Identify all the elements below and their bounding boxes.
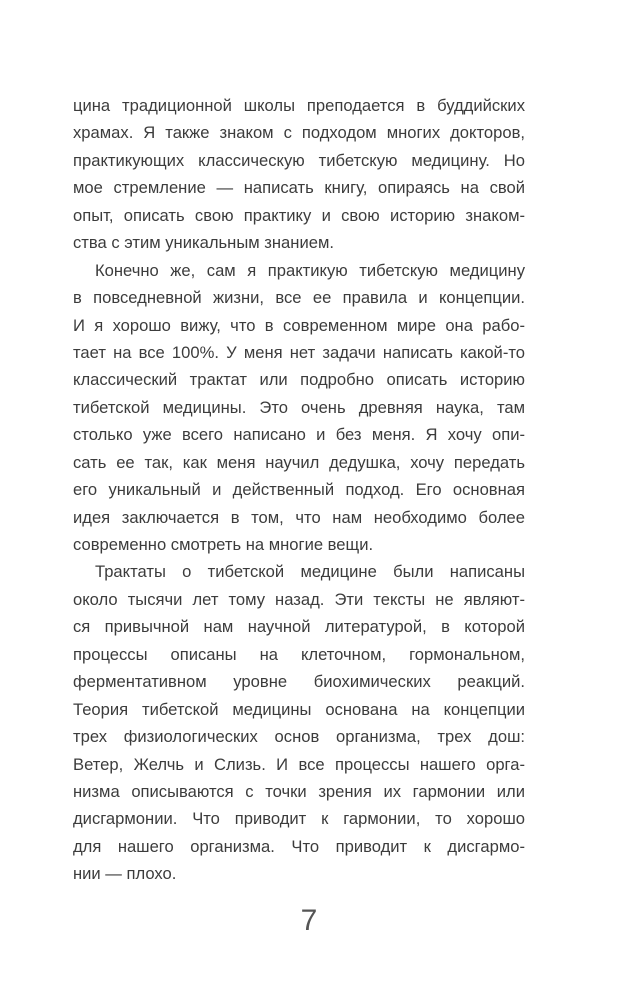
text-line: сать ее так, как меня научил дедушка, хочу передать bbox=[73, 452, 525, 472]
text-line: Теория тибетской медицины основана на концепции bbox=[73, 699, 525, 719]
text-line: опыт, описать свою практику и свою историю знаком- bbox=[73, 205, 525, 225]
page-number: 7 bbox=[300, 904, 318, 937]
text-line: около тысячи лет тому назад. Эти тексты не являют- bbox=[73, 589, 525, 609]
text-line: современно смотреть на многие вещи. bbox=[73, 535, 374, 554]
text-line: тает на все 100%. У меня нет задачи написать какой-то bbox=[73, 342, 525, 362]
text-line: его уникальный и действенный подход. Его основная bbox=[73, 480, 525, 500]
text-line: в повседневной жизни, все ее правила и концепции. bbox=[73, 288, 525, 308]
text-line: трех физиологических основ организма, трех дош: bbox=[73, 727, 525, 747]
text-line: Конечно же, сам я практикую тибетскую медицину bbox=[95, 260, 525, 280]
text-line: для нашего организма. Что приводит к дисгармо- bbox=[73, 836, 525, 856]
text-line: Трактаты о тибетской медицине были написаны bbox=[95, 562, 525, 582]
text-line: Ветер, Желчь и Слизь. И все процессы нашего орга- bbox=[73, 754, 525, 774]
body-text bbox=[73, 92, 525, 888]
text-line: ства с этим уникальным знанием. bbox=[73, 233, 334, 253]
text-line: тибетской медицины. Это очень древняя наука, там bbox=[73, 397, 525, 417]
text-line: нии — плохо. bbox=[73, 864, 177, 884]
text-line: ся привычной нам научной литературой, в которой bbox=[73, 617, 525, 637]
text-line: столько уже всего написано и без меня. Я хочу опи- bbox=[73, 425, 525, 445]
text-line: храмах. Я также знаком с подходом многих докторов, bbox=[73, 123, 525, 143]
text-line: цина традиционной школы преподается в буддийских bbox=[73, 96, 525, 115]
paragraph bbox=[73, 558, 525, 887]
text-line: практикующих классическую тибетскую медицину. Но bbox=[73, 150, 525, 170]
text-line: И я хорошо вижу, что в современном мире она рабо- bbox=[73, 315, 525, 335]
text-line: ферментативном уровне биохимических реакций. bbox=[73, 672, 525, 692]
paragraph bbox=[73, 92, 525, 257]
text-line: идея заключается в том, что нам необходимо более bbox=[73, 507, 525, 527]
text-line: процессы описаны на клеточном, гормональном, bbox=[73, 644, 525, 664]
text-line: дисгармонии. Что приводит к гармонии, то хорошо bbox=[73, 809, 525, 829]
text-line: низма описываются с точки зрения их гармонии или bbox=[73, 781, 525, 801]
text-line: мое стремление — написать книгу, опираясь на свой bbox=[73, 178, 525, 198]
paragraph bbox=[73, 257, 525, 559]
text-line: классический трактат или подробно описать историю bbox=[73, 370, 525, 390]
